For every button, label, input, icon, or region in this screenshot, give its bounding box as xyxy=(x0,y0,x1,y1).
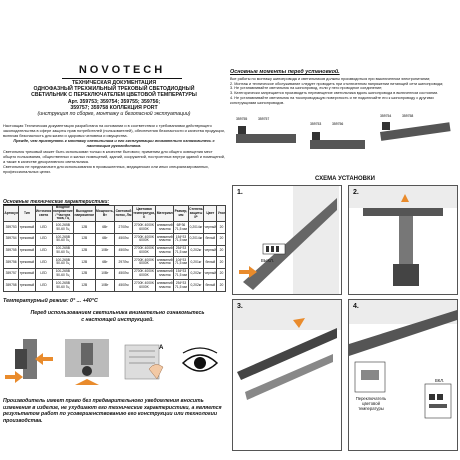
on-label: ВКЛ. xyxy=(435,378,445,383)
intro-p1: Настоящая Техническая документация разработана на основании и в соответствии с требованиями действующего законодательства в сфере защиты прав потребителей (пользователей), обеспечения безопасности и качества продукции, включая безопасность для жизни и здоровья человека и имущества. xyxy=(3,123,225,138)
spec-cell: 2700K 4000K 6000K xyxy=(132,245,156,257)
spec-cell: 0,202кг xyxy=(188,280,203,292)
note-4: 3. Категорически запрещается производить перемещение светильника вдоль шинопровода в включенном состоянии. xyxy=(230,91,439,96)
specs-title: Основные технические характеристики: xyxy=(3,199,110,205)
header-line5: 359757; 359758 КОЛЛЕКЦИЯ PORT xyxy=(70,104,158,111)
spec-cell: трековый xyxy=(19,280,35,292)
intro-p4: Светильник не предназначен для использования в промышленных, медицинских или иных специализированных, профессиональных целях. xyxy=(3,164,209,174)
spec-column-header: Выходное напряжение xyxy=(74,206,95,222)
product-code-5: 359754 xyxy=(380,114,392,118)
spec-cell: 2700K 4000K 6000K xyxy=(132,280,156,292)
spec-cell: 12В xyxy=(74,280,95,292)
brand-logo: NOVOTECH xyxy=(62,64,182,79)
spec-cell: 2700K 4000K 6000K xyxy=(132,222,156,234)
spec-cell: 12В xyxy=(74,268,95,280)
eye-hazard-icon xyxy=(175,335,225,395)
spec-cell: 100-265В 50-60 Гц xyxy=(52,257,73,269)
step-2 xyxy=(348,185,458,295)
note-2: 2. Монтаж и техническое обслуживание следует проводить при отключенном напряжении питающей сети шинопровода; xyxy=(230,81,444,86)
spec-column-header: Размер, мм xyxy=(174,206,189,222)
spec-column-header: Источник света xyxy=(35,206,52,222)
spec-column-header: Входное напряжение / Частота тока, Гц xyxy=(53,205,73,221)
spec-cell: 10Вт xyxy=(95,245,115,257)
spec-cell: 10Вт xyxy=(95,280,115,292)
spec-cell: 154*33 71,5 мм xyxy=(174,268,189,280)
spec-cell: 359754 xyxy=(4,234,19,246)
step-4-illustration xyxy=(349,300,457,450)
scheme-title: СХЕМА УСТАНОВКИ xyxy=(315,176,375,182)
spec-cell: LED xyxy=(35,257,52,269)
spec-cell: алюминий пластик xyxy=(156,222,174,234)
color-switch-label: Переключатель цветовой температуры xyxy=(355,396,387,411)
step-4-number: 4. xyxy=(353,303,359,310)
spec-column-header: Тип xyxy=(19,206,35,222)
intro-text xyxy=(3,124,225,175)
spec-cell: LED xyxy=(35,280,52,292)
spec-cell: 2700K 4000K 6000K xyxy=(132,268,156,280)
intro-p3: Светильник трековый может быть использован только в качестве бытового; применим для общего освещения мест общего пользования, общественных и жилых помещений, зданий, сооружений, построенных внутри зданий и помещений, а также в качестве декоративного светильника. xyxy=(3,148,225,164)
spec-cell: 450Лм xyxy=(115,268,133,280)
spec-cell: 12В xyxy=(74,234,95,246)
document-header xyxy=(4,80,224,117)
spec-cell: 254*33 71,5 мм xyxy=(174,245,189,257)
spec-cell: 20 xyxy=(217,245,226,257)
step-1-illustration xyxy=(233,186,341,294)
spec-cell: трековый xyxy=(19,234,35,246)
spec-column-header: Степень защиты IP xyxy=(188,206,203,222)
spec-cell: 254*33 71,5 мм xyxy=(174,280,189,292)
spec-cell: 2700K 4000K 6000K xyxy=(132,234,156,246)
product-code-4: 359756 xyxy=(332,122,344,126)
spec-cell: 68*36 71,5 мм xyxy=(174,222,189,234)
product-illustrations xyxy=(230,112,458,172)
spec-cell: 104*33 71,5 мм xyxy=(174,257,189,269)
spec-row xyxy=(4,257,226,269)
spec-cell: 0,201кг xyxy=(188,257,203,269)
header-line3: СВЕТИЛЬНИК С ПЕРЕКЛЮЧАТЕЛЕМ ЦВЕТОВОЙ ТЕМПЕРАТУРЫ xyxy=(31,92,197,99)
spec-cell: трековый xyxy=(19,257,35,269)
spec-cell: 12В xyxy=(74,257,95,269)
spec-column-header: Цветовая температура, К xyxy=(132,206,156,222)
spec-cell: 20 xyxy=(217,234,226,246)
step-2-illustration xyxy=(349,186,457,294)
spec-cell: LED xyxy=(35,222,52,234)
spec-cell: черный xyxy=(204,245,217,257)
spec-cell: 450Лм xyxy=(115,234,133,246)
spec-row xyxy=(4,280,226,292)
spec-cell: LED xyxy=(35,234,52,246)
spec-cell: алюминий пластик xyxy=(156,257,174,269)
spec-cell: 20 xyxy=(217,222,226,234)
spec-cell: 100-265В 50-60 Гц xyxy=(52,245,73,257)
step-4 xyxy=(348,299,458,451)
spec-cell: 450Лм xyxy=(115,280,133,292)
spec-cell: 270Лм xyxy=(115,222,133,234)
hand-hazard-icon xyxy=(119,335,171,395)
installation-scheme xyxy=(230,185,460,460)
spec-row xyxy=(4,222,226,234)
note-1: Все работы по монтажу шинопровода и светильников должны производиться при выключенном электропитании; xyxy=(230,77,431,81)
spec-cell: LED xyxy=(35,268,52,280)
spec-cell: 154*33 71,5 мм xyxy=(174,234,189,246)
product-code-2: 359757 xyxy=(258,117,270,121)
header-line4: Арт. 359753; 359754; 359755; 359756; xyxy=(67,98,161,105)
spec-cell: черный xyxy=(204,268,217,280)
spec-cell: 0,2014кг xyxy=(188,234,203,246)
spec-row xyxy=(4,268,226,280)
spec-cell: 20 xyxy=(217,257,226,269)
spec-cell: 2700K 4000K 6000K xyxy=(132,257,156,269)
step-3-illustration xyxy=(233,300,341,450)
spec-cell: алюминий пластик xyxy=(156,234,174,246)
step-3-number: 3. xyxy=(237,303,243,310)
spec-cell: алюминий пластик xyxy=(156,245,174,257)
note-3: 3. Не устанавливайте светильник на шинопровод, если у него проводное соединение; xyxy=(230,86,383,91)
svg-text:A: A xyxy=(159,345,164,351)
before-use-note: Перед использованием светильника внимательно ознакомьтесь с настоящей инструкцией. xyxy=(30,310,205,323)
spec-cell: черный xyxy=(204,222,217,234)
spec-cell: белый xyxy=(204,257,217,269)
step-3 xyxy=(232,299,342,451)
spec-cell: трековый xyxy=(19,222,35,234)
ceiling-lamp-illustration xyxy=(59,335,115,395)
spec-cell: 0,2014кг xyxy=(188,222,203,234)
step-1 xyxy=(232,185,342,295)
product-views xyxy=(230,112,458,172)
product-code-6: 359758 xyxy=(402,114,414,118)
safety-pictograms xyxy=(3,335,225,397)
temperature-range: Температурный режим: 0° ... +40°С xyxy=(3,298,98,304)
spec-cell: 6Вт xyxy=(95,222,115,234)
spec-cell: алюминий пластик xyxy=(156,268,174,280)
spec-cell: 10Вт xyxy=(95,268,115,280)
spec-cell: 359757 xyxy=(4,268,19,280)
spec-cell: 359755 xyxy=(4,245,19,257)
spec-cell: 20 xyxy=(217,280,226,292)
spec-cell: 100-265В 50-60 Гц xyxy=(52,280,73,292)
spec-cell: LED xyxy=(35,245,52,257)
wall-mount-illustration xyxy=(3,335,55,395)
installation-notes-title: Основные моменты перед установкой. xyxy=(230,69,340,75)
spec-column-header: Световой поток, Лм xyxy=(115,206,133,222)
left-column xyxy=(0,0,228,460)
spec-cell: 12В xyxy=(74,245,95,257)
specs-table xyxy=(3,205,226,292)
right-column xyxy=(230,0,460,460)
spec-cell: алюминий пластик xyxy=(156,280,174,292)
spec-cell: 0,202кг xyxy=(188,268,203,280)
header-line2: ОДНОФАЗНЫЙ ТРЕХЖИЛЬНЫЙ ТРЕКОВЫЙ СВЕТОДИОДНЫЙ xyxy=(33,86,195,93)
spec-cell: 450Лм xyxy=(115,245,133,257)
spec-cell: 297Лм xyxy=(115,257,133,269)
installation-notes xyxy=(230,77,458,105)
spec-column-header: Цвет xyxy=(204,206,217,222)
spec-cell: 6Вт xyxy=(95,234,115,246)
manufacturer-notice: Производитель имеет право без предварительного уведомления вносить изменения в изделие, не ухудшают его технические характеристики, а является результатом работ по усовершенствованию его конструкции или технологии производства. xyxy=(3,398,222,424)
spec-row xyxy=(4,234,226,246)
header-line6: (инструкция по сборке, монтажу и безопасной эксплуатации) xyxy=(37,111,191,118)
product-code-3: 359753 xyxy=(310,122,322,126)
spec-cell: белый xyxy=(204,234,217,246)
spec-cell: 359753 xyxy=(4,222,19,234)
spec-cell: трековый xyxy=(19,268,35,280)
spec-cell: 100-265В 50-60 Гц xyxy=(52,268,73,280)
spec-row xyxy=(4,245,226,257)
spec-cell: 359758 xyxy=(4,280,19,292)
spec-cell: 359756 xyxy=(4,257,19,269)
product-code-1: 359755 xyxy=(236,117,248,121)
spec-cell: трековый xyxy=(19,245,35,257)
step-1-number: 1. xyxy=(237,189,243,196)
header-line1: ТЕХНИЧЕСКАЯ ДОКУМЕНТАЦИЯ xyxy=(71,80,157,86)
spec-column-header: Угол xyxy=(217,206,226,222)
step-2-number: 2. xyxy=(353,189,359,196)
spec-column-header: Мощность, Вт xyxy=(95,206,115,222)
spec-cell: 0,202кг xyxy=(188,245,203,257)
spec-cell: белый xyxy=(204,280,217,292)
spec-cell: 100-265В 50-60 Гц xyxy=(52,222,73,234)
spec-cell: 20 xyxy=(217,268,226,280)
note-5: 4. Не устанавливайте светильник на токопроводящую поверхность и не подключайте его к шинопроводу с другими конструкциями шинопроводов. xyxy=(230,95,434,105)
spec-cell: 100-265В 50-60 Гц xyxy=(52,234,73,246)
spec-column-header: Артикул xyxy=(4,206,19,222)
off-label: ВЫКЛ. xyxy=(261,258,274,263)
spec-column-header: Материал xyxy=(156,206,174,222)
intro-p2: Прежде, чем приступать к монтажу светильника и его эксплуатации внимательно ознакомьтесь с настоящим руководством. xyxy=(13,138,215,149)
spec-cell: 6Вт xyxy=(95,257,115,269)
spec-cell: 12В xyxy=(74,222,95,234)
